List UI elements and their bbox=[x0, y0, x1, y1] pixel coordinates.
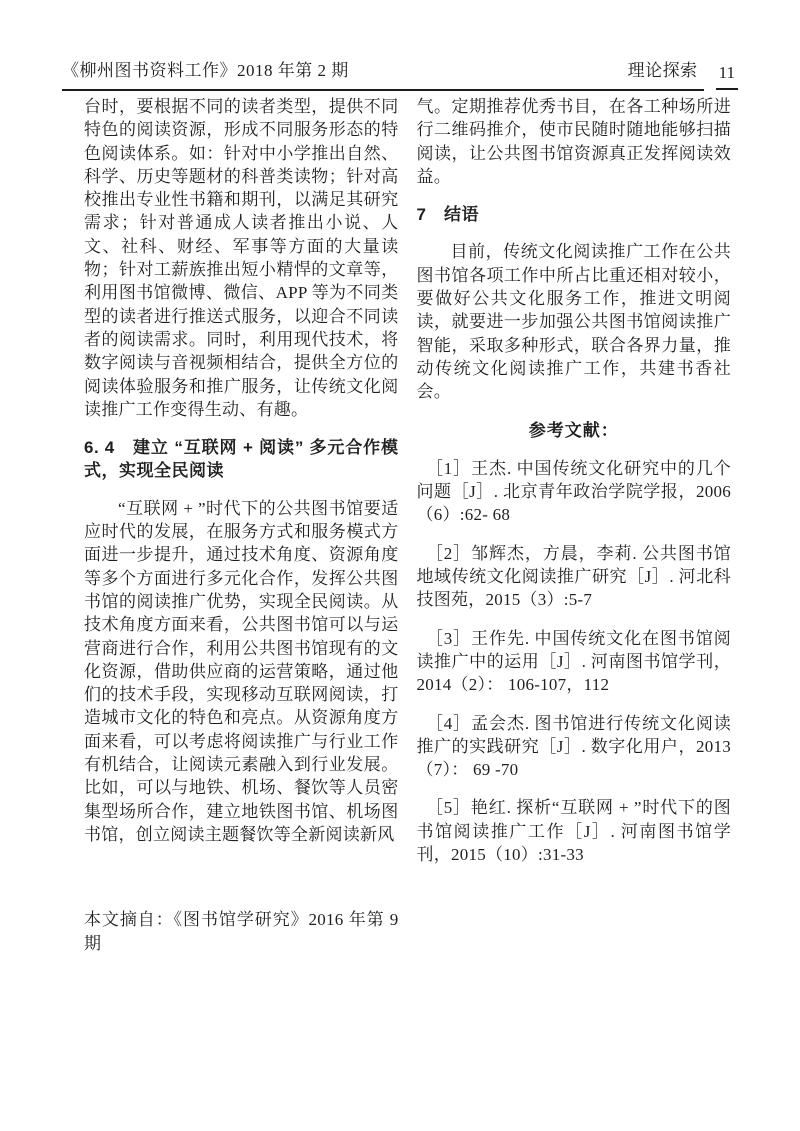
paragraph-continuation: 台时，要根据不同的读者类型，提供不同特色的阅读资源，形成不同服务形态的特色阅读体系。如：针对中小学推出自然、科学、历史等题材的科普类读物；针对高校推出专业性书籍和期刊，以满足其研究需求；针对普通成人读者推出小说、人文、社科、财经、军事等方面的大量读物；针对工薪族推出短小精悍的文章等，利用图书馆微博、微信、APP 等为不同类型的读者进行推送式服务，以迎合不同读者的阅读需求。同时，利用现代技术，将数字阅读与音视频相结合，提供全方位的阅读体验服务和推广服务，让传统文化阅读推广工作变得生动、有趣。 bbox=[84, 97, 399, 419]
reference-item-3: ［3］王作先. 中国传统文化在图书馆阅读推广中的运用［J］. 河南图书馆学刊，2014（2）： 106-107，112 bbox=[416, 628, 731, 695]
section-heading-6-4: 6. 4 建立 “互联网 + 阅读” 多元合作模式，实现全民阅读 bbox=[84, 438, 399, 481]
reference-item-1: ［1］王杰. 中国传统文化研究中的几个问题［J］. 北京青年政治学院学报，2006（6）:62- 68 bbox=[416, 458, 731, 525]
reference-item-4: ［4］孟会杰. 图书馆进行传统文化阅读推广的实践研究［J］. 数字化用户，2013（7）： 69 -70 bbox=[416, 713, 731, 780]
reference-item-5: ［5］艳红. 探析“互联网 + ”时代下的图书馆阅读推广工作［J］. 河南图书馆学刊，2015（10）:31-33 bbox=[416, 798, 731, 865]
section-label: 理论探索 bbox=[627, 61, 698, 80]
section-heading-7: 7 结语 bbox=[416, 205, 479, 225]
references-title: 参考文献： bbox=[528, 420, 619, 440]
left-column bbox=[84, 95, 399, 955]
source-note: 本文摘自：《图书馆学研究》2016 年第 9 期 bbox=[84, 910, 399, 953]
right-column bbox=[417, 95, 732, 955]
page-header bbox=[62, 56, 738, 91]
page-number: 11 bbox=[716, 63, 738, 90]
paragraph-conclusion: 目前，传统文化阅读推广工作在公共图书馆各项工作中所占比重还相对较小，要做好公共文化服务工作，推进文明阅读，就要进一步加强公共图书馆阅读推广智能，采取多种形式，联合各界力量，推动传统文化阅读推广工作，共建书香社会。 bbox=[416, 242, 731, 402]
paragraph-continuation: 气。定期推荐优秀书目，在各工种场所进行二维码推介，使市民随时随地能够扫描阅读，让公共图书馆资源真正发挥阅读效益。 bbox=[416, 97, 731, 186]
paragraph-section-6-4: “互联网 + ”时代下的公共图书馆要适应时代的发展，在服务方式和服务模式方面进一步提升，通过技术角度、资源角度等多个方面进行多元化合作，发挥公共图书馆的阅读推广优势，实现全民阅读。从技术角度方面来看，公共图书馆可以与运营商进行合作，利用公共图书馆现有的文化资源，借助供应商的运营策略，通过他们的技术手段，实现移动互联网阅读，打造城市文化的特色和亮点。从资源角度方面来看，可以考虑将阅读推广与行业工作有机结合，让阅读元素融入到行业发展。比如，可以与地铁、机场、餐饮等人员密集型场所合作，建立地铁图书馆、机场图书馆，创立阅读主题餐饮等全新阅读新风 bbox=[84, 498, 399, 844]
journal-title: 《柳州图书资料工作》2018 年第 2 期 bbox=[62, 61, 349, 80]
reference-item-2: ［2］邹辉杰，方晨，李莉. 公共图书馆地域传统文化阅读推广研究［J］. 河北科技图苑，2015（3）:5-7 bbox=[416, 543, 731, 610]
header-rule bbox=[62, 56, 704, 91]
two-column-body bbox=[84, 95, 731, 955]
